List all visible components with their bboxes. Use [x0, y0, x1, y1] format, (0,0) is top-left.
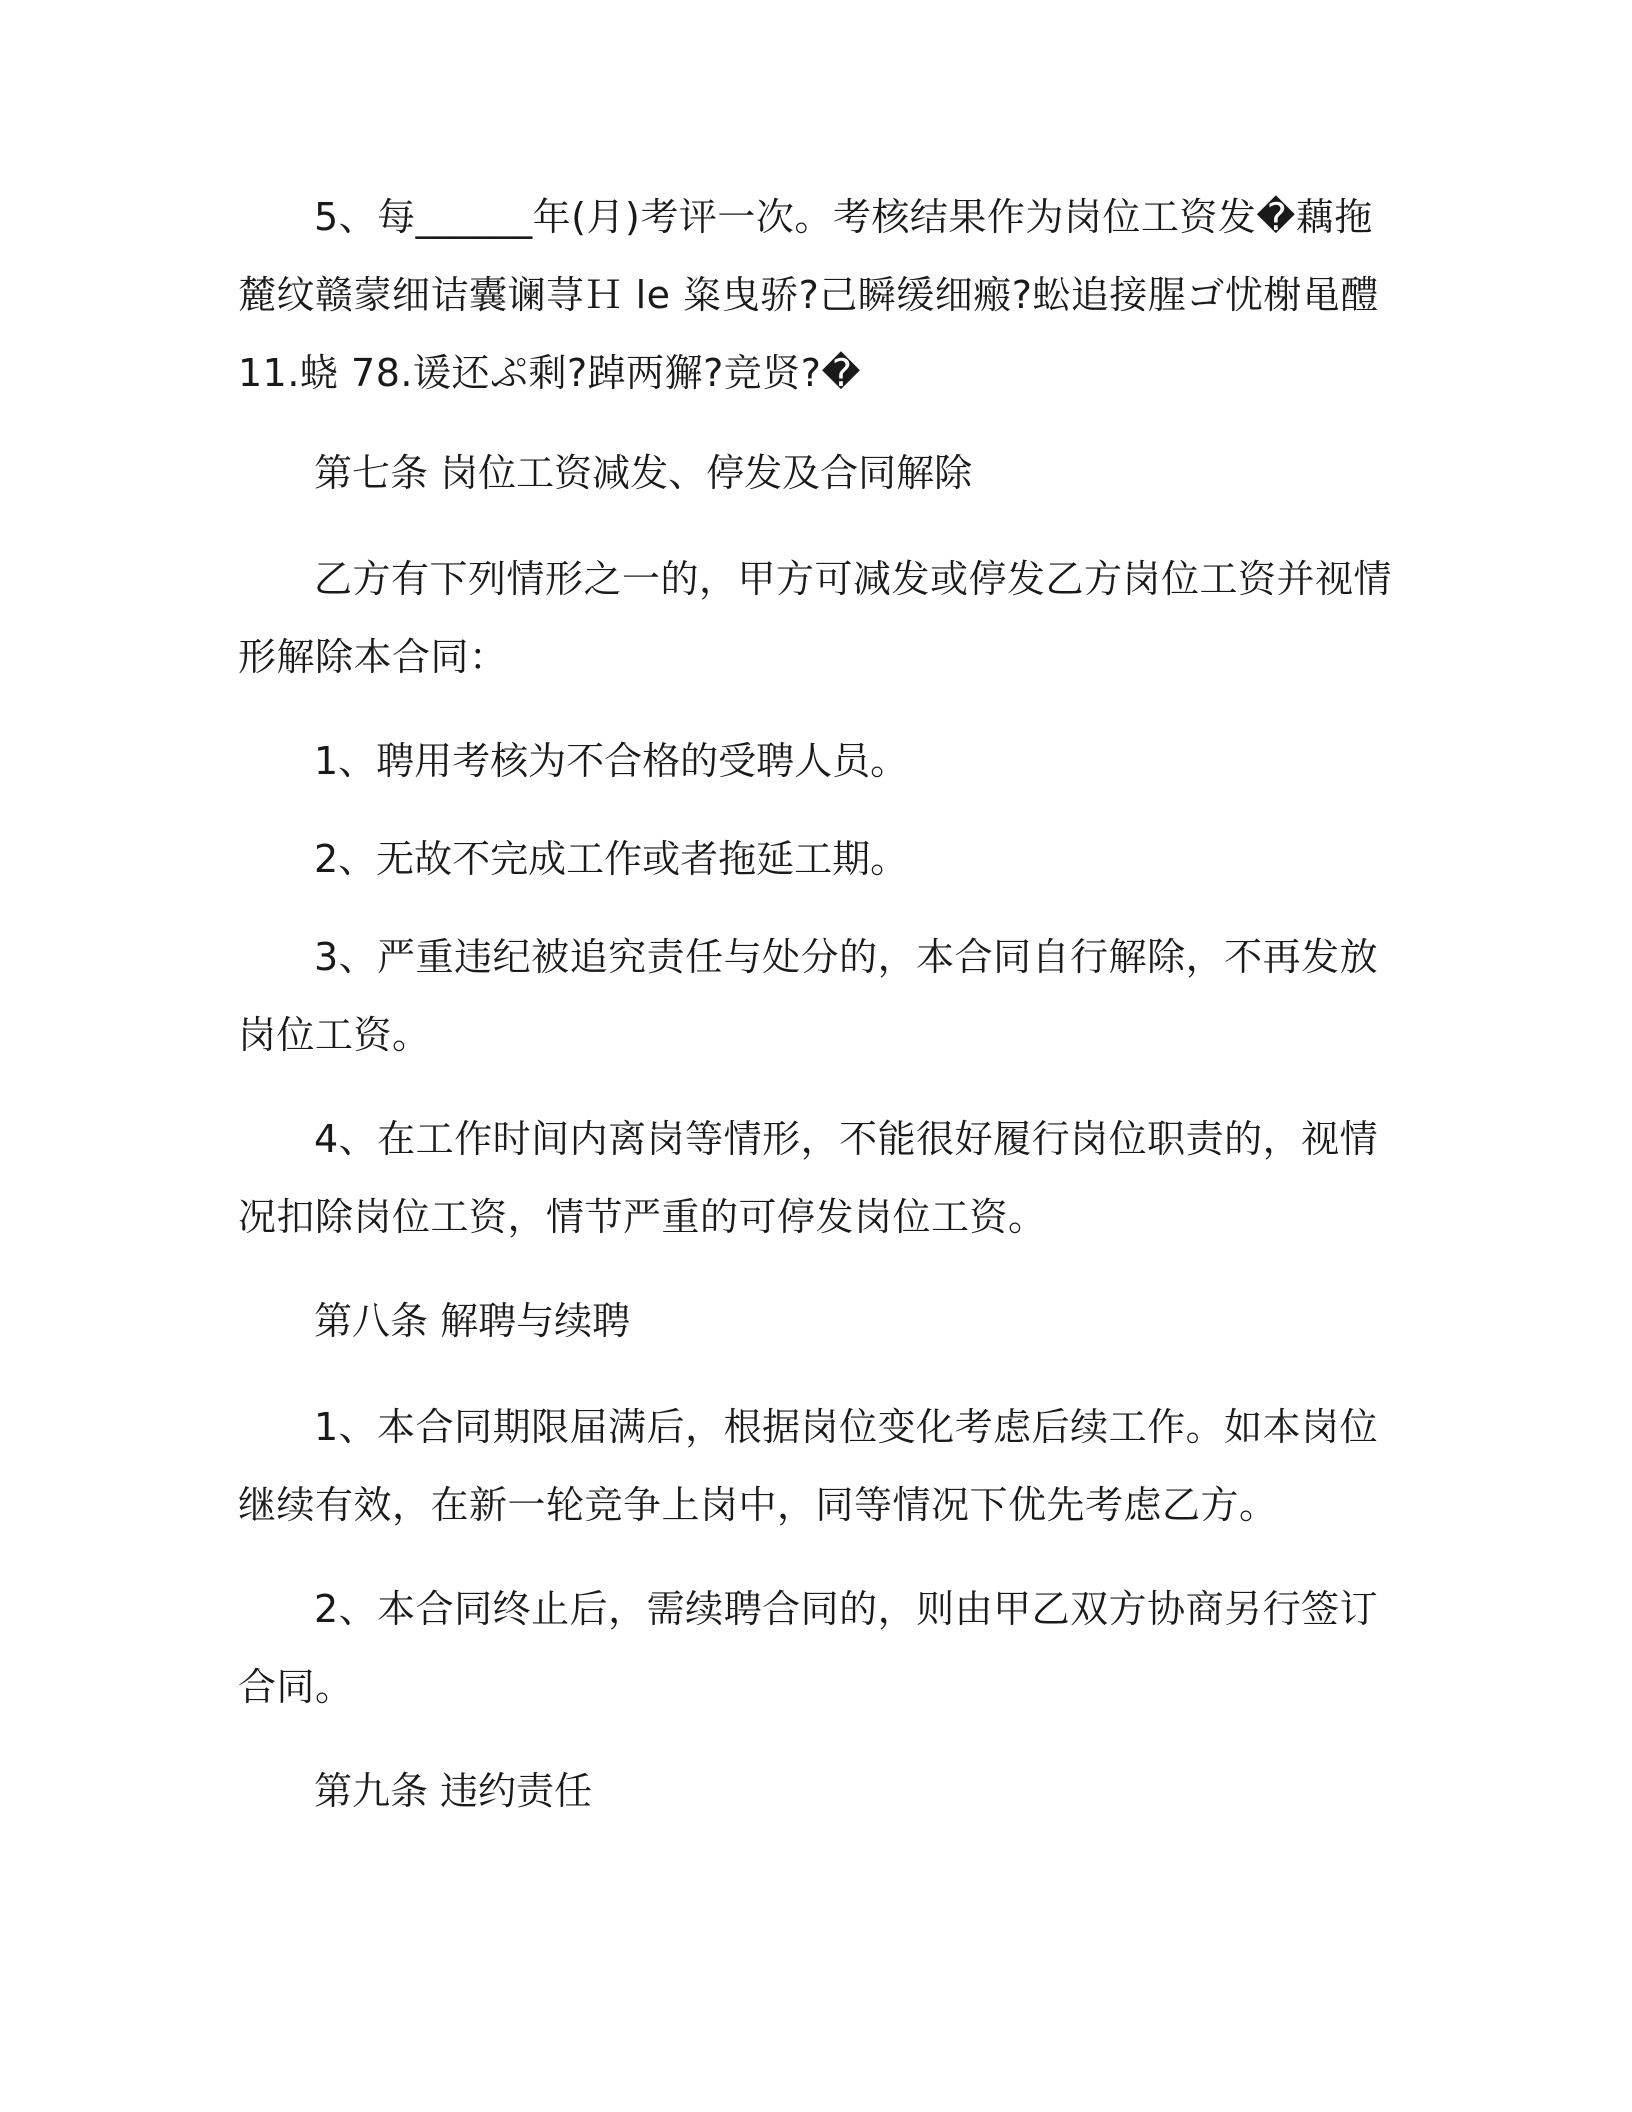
paragraph-article-7-intro: 乙方有下列情形之一的，甲方可减发或停发乙方岗位工资并视情形解除本合同：: [238, 557, 1393, 679]
paragraph-assessment-frequency: 5、每______年(月)考评一次。考核结果作为岗位工资发�藕拖麓纹赣蒙细诘囊谰荨Ｈ le 粢曳骄?己瞬缓细瘢?蚣追接腥ゴ忧榭黾醴11.蛲 78.谖还ぷ剩?踔两獬?竞贤?�: [238, 195, 1379, 395]
list-item-7-3: 3、严重违纪被追究责任与处分的，本合同自行解除，不再发放岗位工资。: [238, 935, 1379, 1057]
list-item-8-1: 1、本合同期限届满后，根据岗位变化考虑后续工作。如本岗位继续有效，在新一轮竞争上岗中，同等情况下优先考虑乙方。: [238, 1405, 1379, 1527]
section-heading-article-7: 第七条 岗位工资减发、停发及合同解除: [314, 451, 973, 495]
list-item-7-4: 4、在工作时间内离岗等情形，不能很好履行岗位职责的，视情况扣除岗位工资，情节严重的可停发岗位工资。: [238, 1117, 1379, 1239]
section-heading-article-8: 第八条 解聘与续聘: [314, 1299, 631, 1343]
list-item-7-2: 2、无故不完成工作或者拖延工期。: [314, 837, 909, 881]
section-heading-article-9: 第九条 违约责任: [314, 1769, 593, 1813]
list-item-7-1: 1、聘用考核为不合格的受聘人员。: [314, 739, 909, 783]
list-item-8-2: 2、本合同终止后，需续聘合同的，则由甲乙双方协商另行签订合同。: [238, 1587, 1379, 1709]
